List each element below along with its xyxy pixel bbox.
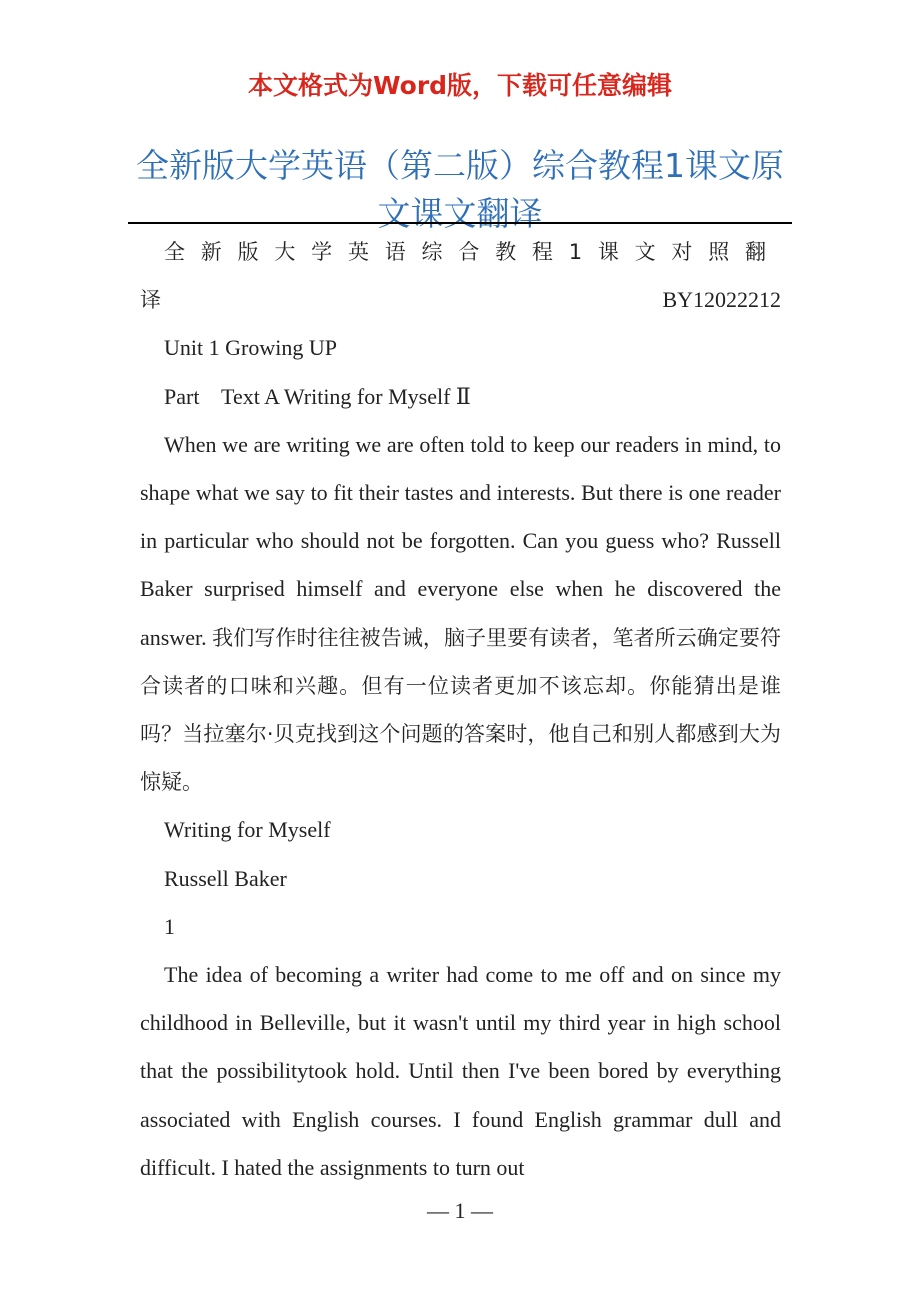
- unit-heading: Unit 1 Growing UP: [164, 335, 337, 361]
- preface-english: When we are writing we are often told to keep our readers in mind, to shape what we say to fit their tastes and interests. But there is one reader in particular who should not be forgotten. Can you guess who? Russell Baker surprised himself and everyone else when he discovered the answer.: [140, 431, 781, 650]
- preface-paragraph: [140, 421, 781, 807]
- intro-cn-text: 全新版大学英语综合教程1课文对照翻译: [140, 240, 781, 313]
- intro-code: BY12022212: [662, 287, 781, 313]
- intro-paragraph: [140, 228, 781, 324]
- document-body: [140, 228, 781, 1192]
- paragraph-number: 1: [164, 913, 175, 939]
- document-title: 全新版大学英语（第二版）综合教程1课文原文课文翻译: [136, 146, 784, 234]
- title-divider: [128, 222, 792, 224]
- preface-chinese: 我们写作时往往被告诫，脑子里要有读者，笔者所云确定要符合读者的口味和兴趣。但有一位读者更加不该忘却。你能猜出是谁吗？当拉塞尔·贝克找到这个问题的答案时，他自己和别人都感到大为惊疑。: [140, 625, 782, 795]
- article-title: Writing for Myself: [164, 817, 331, 843]
- article-paragraph-1: The idea of becoming a writer had come to me off and on since my childhood in Belleville, but it wasn't until my third year in high school that the possibilitytook hold. Until then I've been bored by everything associated with English courses. I found English grammar dull and difficult. I hated the assignments to turn out: [140, 962, 781, 1180]
- article-author: Russell Baker: [164, 865, 287, 891]
- page-number: — 1 —: [427, 1198, 493, 1223]
- download-notice: 本文格式为Word版，下载可任意编辑: [247, 71, 673, 100]
- part-heading: Part Text A Writing for Myself Ⅱ: [164, 383, 471, 409]
